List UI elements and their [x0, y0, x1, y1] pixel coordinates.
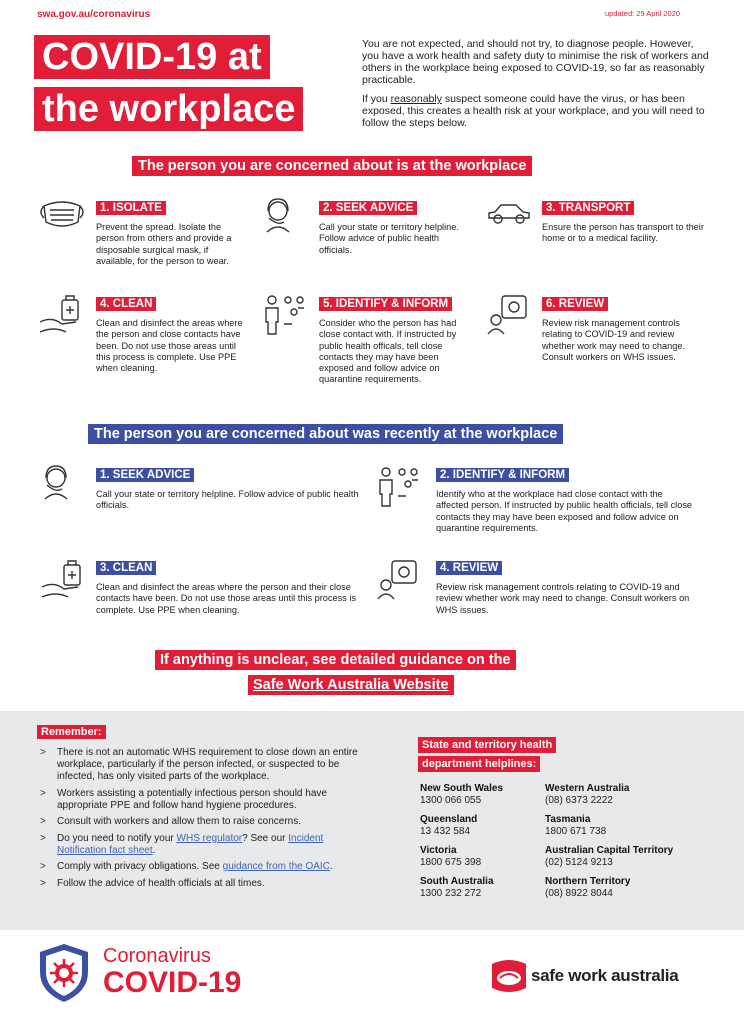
- face-mask-icon: [38, 196, 86, 237]
- updated-date: updated: 29 April 2020: [605, 9, 681, 18]
- hand-sanitiser-icon: [38, 292, 84, 341]
- step-heading: 6. REVIEW: [542, 297, 608, 311]
- biohazard-review-icon: [486, 294, 528, 341]
- remember-heading: Remember:: [37, 725, 106, 739]
- swa-website-link[interactable]: Safe Work Australia Website: [248, 675, 454, 695]
- step-heading: 3. CLEAN: [96, 561, 156, 575]
- helpline-vic: Victoria 1800 675 398: [420, 845, 482, 868]
- step-text: Review risk management controls relating to COVID-19 and review whether work may need to change. Consult workers on WHS issues.: [436, 582, 690, 615]
- biohazard-review-icon: [376, 559, 418, 606]
- intro-paragraph-2: If you reasonably suspect someone could have the virus, or has been exposed, this creates a health risk at your workplace, and you will need to follow the steps below.: [362, 93, 705, 129]
- headset-person-icon: [40, 463, 72, 506]
- section2-banner: The person you are concerned about was recently at the workplace: [88, 424, 563, 444]
- site-url: swa.gov.au/coronavirus: [37, 9, 151, 20]
- people-contacts-icon: [262, 294, 308, 341]
- helpline-wa: Western Australia (08) 6373 2222: [545, 783, 630, 806]
- list-item: > Comply with privacy obligations. See guidance from the OAIC.: [40, 861, 370, 873]
- step-text: Clean and disinfect the areas where the person and their close contacts have been. Do not use those areas until this process is complete. Use PPE when cleaning.: [96, 582, 356, 615]
- covid-shield-logo-icon: [36, 942, 92, 1009]
- intro-text: [362, 38, 712, 136]
- list-item: > Follow the advice of health officials at all times.: [40, 878, 370, 890]
- step-heading: 4. CLEAN: [96, 297, 156, 311]
- step-heading: 5. IDENTIFY & INFORM: [319, 297, 452, 311]
- covid-logo-text: [103, 945, 241, 999]
- intro-paragraph-1: You are not expected, and should not try, to diagnose people. However, you have a work health and safety duty to minimise the risk of workers and others in the workplace being exposed to COVID-19, so far as reasonably practicable.: [362, 38, 709, 86]
- headset-person-icon: [262, 196, 294, 239]
- step-seek-advice: [319, 198, 469, 256]
- step-heading: 2. SEEK ADVICE: [319, 201, 417, 215]
- title-line-2: the workplace: [34, 87, 303, 131]
- step2-review: [436, 558, 696, 616]
- people-contacts-icon: [376, 466, 422, 513]
- step-text: Consider who the person has had close contact with. If instructed by public health officals, tell close contacts they may have been exposed and follow advice on quarantine requirements.: [319, 318, 457, 385]
- step-text: Prevent the spread. Isolate the person from others and provide a disposable surgical mask, if available, for the person to wear.: [96, 222, 232, 266]
- list-item: > There is not an automatic WHS requirement to close down an entire workplace, particularly if the person infected, or suspected to be infected, has only visited parts of the workplace.: [40, 747, 370, 783]
- step-heading: 2. IDENTIFY & INFORM: [436, 468, 569, 482]
- step-isolate: [96, 198, 246, 267]
- logo-small-text: Coronavirus: [103, 945, 211, 967]
- swa-logo-icon: [488, 958, 530, 999]
- oaic-guidance-link[interactable]: guidance from the OAIC: [222, 861, 330, 872]
- step-text: Ensure the person has transport to their home or to a medical facility.: [542, 222, 704, 244]
- helplines-heading: State and territory health department helplines:: [418, 735, 556, 772]
- list-item: > Do you need to notify your WHS regulator? See our Incident Notification fact sheet.: [40, 833, 370, 857]
- helpline-nt: Northern Territory (08) 8922 8044: [545, 876, 631, 899]
- step-clean: [96, 294, 246, 374]
- page-title: [34, 35, 303, 131]
- step-text: Review risk management controls relating to COVID-19 and review whether work may need to change. Consult workers on WHS issues.: [542, 318, 685, 362]
- section1-banner: The person you are concerned about is at the workplace: [132, 156, 532, 176]
- step-text: Clean and disinfect the areas where the person and close contacts have been. Do not use those areas until this process is complete. Use PPE when cleaning.: [96, 318, 243, 374]
- step-identify-inform: [319, 294, 469, 386]
- helpline-tas: Tasmania 1800 671 738: [545, 814, 607, 837]
- car-icon: [486, 200, 532, 231]
- helpline-sa: South Australia 1300 232 272: [420, 876, 494, 899]
- hand-sanitiser-icon: [40, 557, 86, 606]
- helpline-act: Australian Capital Territory (02) 5124 9213: [545, 845, 674, 868]
- step2-seek-advice: [96, 465, 361, 512]
- list-item: > Workers assisting a potentially infectious person should have appropriate PPE and follow hand hygiene procedures.: [40, 788, 370, 812]
- step-text: Call your state or territory helpline. Follow advice of public health officials.: [319, 222, 459, 255]
- step2-clean: [96, 558, 361, 616]
- step-transport: [542, 198, 707, 245]
- incident-fact-sheet-link[interactable]: Incident Notification fact sheet: [57, 832, 324, 856]
- remember-list: [40, 747, 370, 894]
- swa-logo-text: safe work australia: [531, 966, 679, 985]
- step-heading: 3. TRANSPORT: [542, 201, 634, 215]
- helpline-nsw: New South Wales 1300 066 055: [420, 783, 503, 806]
- step-heading: 4. REVIEW: [436, 561, 502, 575]
- logo-big-text: COVID-19: [103, 966, 242, 999]
- step2-identify-inform: [436, 465, 696, 534]
- step-heading: 1. ISOLATE: [96, 201, 166, 215]
- step-heading: 1. SEEK ADVICE: [96, 468, 194, 482]
- step-review: [542, 294, 707, 363]
- step-text: Identify who at the workplace had close contact with the affected person. If instructed by public health officials, tell close contacts they may have been exposed and follow advice on quarantine requirements.: [436, 489, 693, 533]
- guidance-callout: If anything is unclear, see detailed guidance on the: [155, 650, 516, 670]
- helpline-qld: Queensland 13 432 584: [420, 814, 478, 837]
- list-item: > Consult with workers and allow them to raise concerns.: [40, 816, 370, 828]
- whs-regulator-link[interactable]: WHS regulator: [176, 832, 243, 844]
- step-text: Call your state or territory helpline. Follow advice of public health officials.: [96, 489, 359, 511]
- title-line-1: COVID-19 at: [34, 35, 270, 79]
